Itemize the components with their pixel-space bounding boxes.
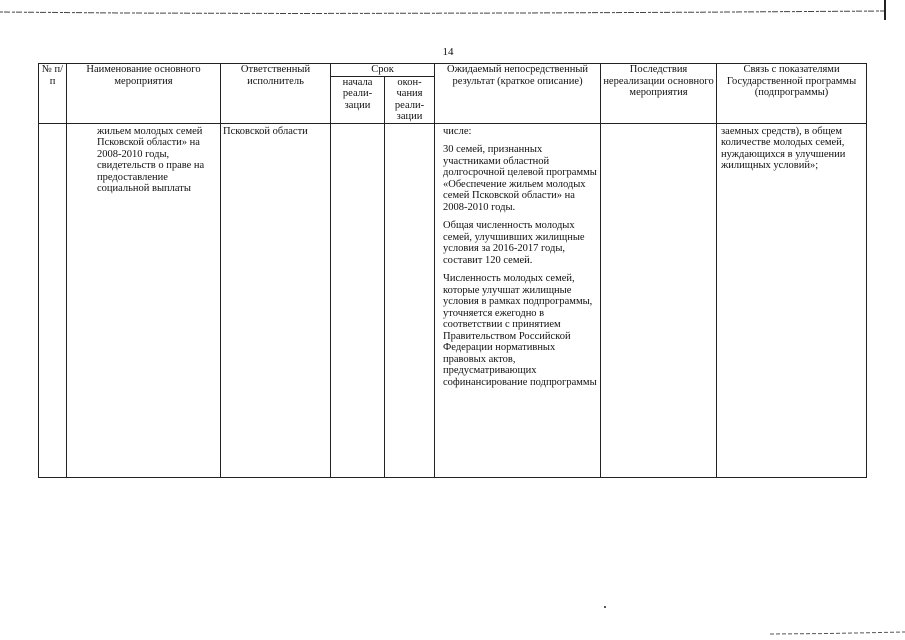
measures-table <box>38 63 867 478</box>
header-term-start: начала реали-зации <box>331 76 385 123</box>
scan-edge-top <box>0 9 905 17</box>
header-consequences: Последствия нереализации основного мероприятия <box>601 64 717 124</box>
cell-link: заемных средств), в общем количестве молодых семей, нуждающихся в улучшении жилищных условий»; <box>717 123 867 478</box>
scan-speck <box>604 606 606 608</box>
scan-edge-bottom <box>770 630 905 636</box>
cell-name: жильем молодых семей Псковской области» на 2008-2010 годы, свидетельств о праве на предоставление социальной выплаты <box>67 123 221 478</box>
cell-executor: Псковской области <box>221 123 331 478</box>
cell-number <box>39 123 67 478</box>
result-paragraph: 30 семей, признанных участниками областной долгосрочной целевой программы «Обеспечение жильем молодых семей Псковской области» на 2008-2010 годы. <box>443 144 597 213</box>
header-number: № п/п <box>39 64 67 124</box>
cell-consequences <box>601 123 717 478</box>
cell-result <box>435 123 601 478</box>
header-name: Наименование основного мероприятия <box>67 64 221 124</box>
table-row <box>39 123 867 478</box>
cell-term-end <box>385 123 435 478</box>
header-term-end: окон-чания реали-зации <box>385 76 435 123</box>
page-number: 14 <box>442 46 454 58</box>
header-executor: Ответственный исполнитель <box>221 64 331 124</box>
result-paragraph: числе: <box>443 125 472 137</box>
result-paragraph: Общая численность молодых семей, улучшивших жилищные условия за 2016-2017 годы, составит 120 семей. <box>443 220 585 266</box>
header-term: Срок <box>331 64 435 77</box>
result-paragraph: Численность молодых семей, <box>443 273 575 284</box>
result-paragraph: которые улучшат жилищные условия в рамках подпрограммы, уточняется ежегодно в соответствии с принятием Правительством Российской Федерации нормативных правовых актов, предусматривающих софинансирование подпрограммы <box>443 284 597 388</box>
cell-term-start <box>331 123 385 478</box>
scan-edge-right <box>884 0 886 20</box>
header-result: Ожидаемый непосредственный результат (краткое описание) <box>435 64 601 124</box>
header-link: Связь с показателями Государственной программы (подпрограммы) <box>717 64 867 124</box>
